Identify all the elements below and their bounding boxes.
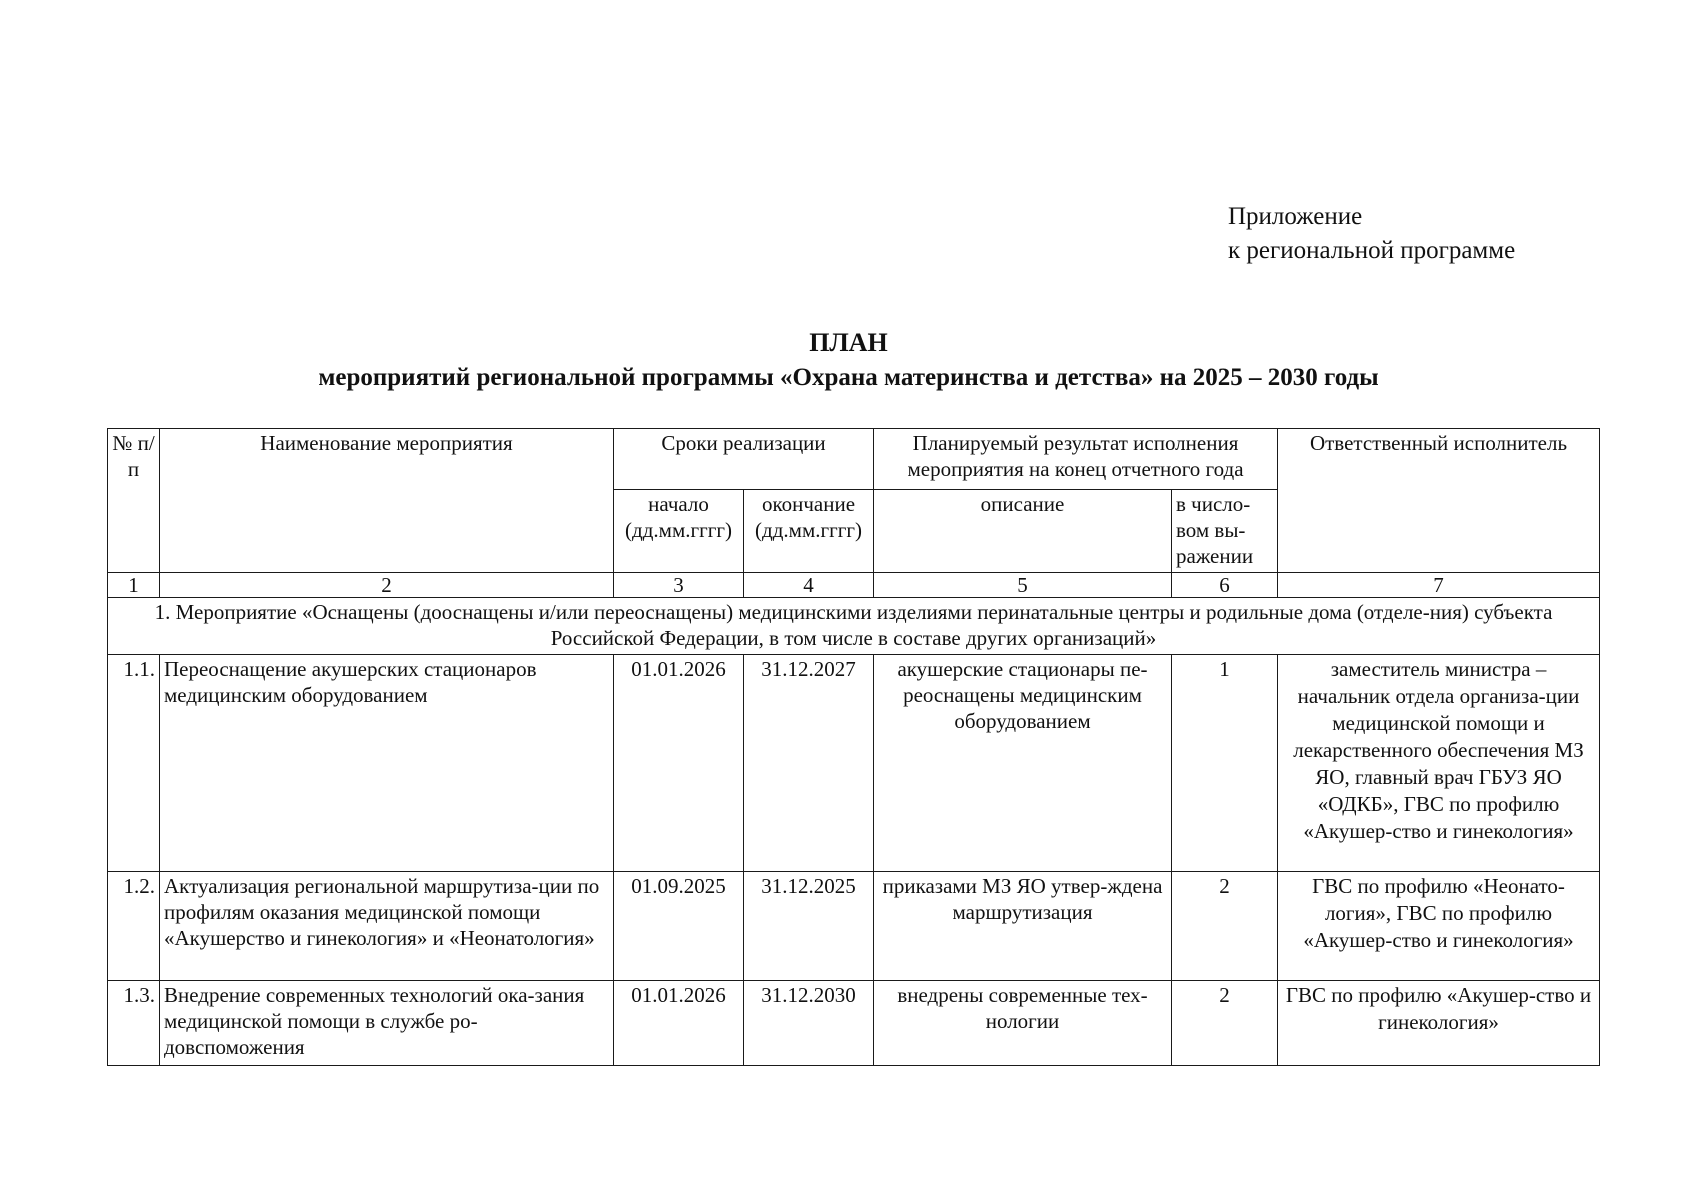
row-end-date: 31.12.2027 bbox=[744, 655, 874, 872]
row-name: Переоснащение акушерских стационаров медицинским оборудованием bbox=[160, 655, 614, 872]
document-subtitle: мероприятий региональной программы «Охрана материнства и детства» на 2025 – 2030 годы bbox=[318, 364, 1379, 391]
row-description: акушерские стационары пе-реоснащены медицинским оборудованием bbox=[874, 655, 1172, 872]
column-number: 6 bbox=[1172, 573, 1278, 598]
header-responsible: Ответственный исполнитель bbox=[1278, 429, 1600, 573]
row-responsible: ГВС по профилю «Неонато-логия», ГВС по профилю «Акушер-ство и гинекология» bbox=[1278, 872, 1600, 981]
row-value: 2 bbox=[1172, 872, 1278, 981]
appendix-line-2: к региональной программе bbox=[1228, 237, 1516, 264]
row-name: Актуализация региональной маршрутиза-ции по профилям оказания медицинской помощи «Акушерство и гинекология» и «Неонатология» bbox=[160, 872, 614, 981]
row-name: Внедрение современных технологий ока-зания медицинской помощи в службе ро-довспоможения bbox=[160, 981, 614, 1066]
column-number: 5 bbox=[874, 573, 1172, 598]
row-start-date: 01.01.2026 bbox=[614, 981, 744, 1066]
header-numeric: в число-вом вы-ражении bbox=[1172, 490, 1278, 573]
column-number: 1 bbox=[108, 573, 160, 598]
header-terms: Сроки реализации bbox=[614, 429, 874, 490]
table-row bbox=[108, 981, 1600, 1066]
column-number: 3 bbox=[614, 573, 744, 598]
appendix-note bbox=[1228, 200, 1515, 268]
row-description: внедрены современные тех-нологии bbox=[874, 981, 1172, 1066]
row-start-date: 01.09.2025 bbox=[614, 872, 744, 981]
row-end-date: 31.12.2030 bbox=[744, 981, 874, 1066]
row-responsible: ГВС по профилю «Акушер-ство и гинекология» bbox=[1278, 981, 1600, 1066]
table-row bbox=[108, 655, 1600, 872]
row-value: 2 bbox=[1172, 981, 1278, 1066]
row-description: приказами МЗ ЯО утвер-ждена маршрутизация bbox=[874, 872, 1172, 981]
column-number: 2 bbox=[160, 573, 614, 598]
row-end-date: 31.12.2025 bbox=[744, 872, 874, 981]
header-num: № п/п bbox=[108, 429, 160, 573]
document-title: ПЛАН bbox=[809, 328, 888, 357]
header-start: начало (дд.мм.гггг) bbox=[614, 490, 744, 573]
section-row bbox=[108, 598, 1600, 655]
column-number: 7 bbox=[1278, 573, 1600, 598]
header-name: Наименование мероприятия bbox=[160, 429, 614, 573]
plan-table bbox=[107, 428, 1600, 1066]
section-title: 1. Мероприятие «Оснащены (дооснащены и/или переоснащены) медицинскими изделиями перинатальные центры и родильные дома (отделе-ния) субъекта Российской Федерации, в том числе в составе других организаций» bbox=[108, 598, 1600, 655]
header-result: Планируемый результат исполнения мероприятия на конец отчетного года bbox=[874, 429, 1278, 490]
row-number: 1.1. bbox=[108, 655, 160, 872]
table-row bbox=[108, 872, 1600, 981]
header-row-1 bbox=[108, 429, 1600, 490]
row-start-date: 01.01.2026 bbox=[614, 655, 744, 872]
row-number: 1.2. bbox=[108, 872, 160, 981]
appendix-line-1: Приложение bbox=[1228, 203, 1363, 230]
row-value: 1 bbox=[1172, 655, 1278, 872]
column-number: 4 bbox=[744, 573, 874, 598]
row-number: 1.3. bbox=[108, 981, 160, 1066]
row-responsible: заместитель министра – начальник отдела организа-ции медицинской помощи и лекарственного обеспечения МЗ ЯО, главный врач ГБУЗ ЯО «ОДКБ», ГВС по профилю «Акушер-ство и гинекология» bbox=[1278, 655, 1600, 872]
header-end: окончание (дд.мм.гггг) bbox=[744, 490, 874, 573]
column-number-row bbox=[108, 573, 1600, 598]
header-description: описание bbox=[874, 490, 1172, 573]
